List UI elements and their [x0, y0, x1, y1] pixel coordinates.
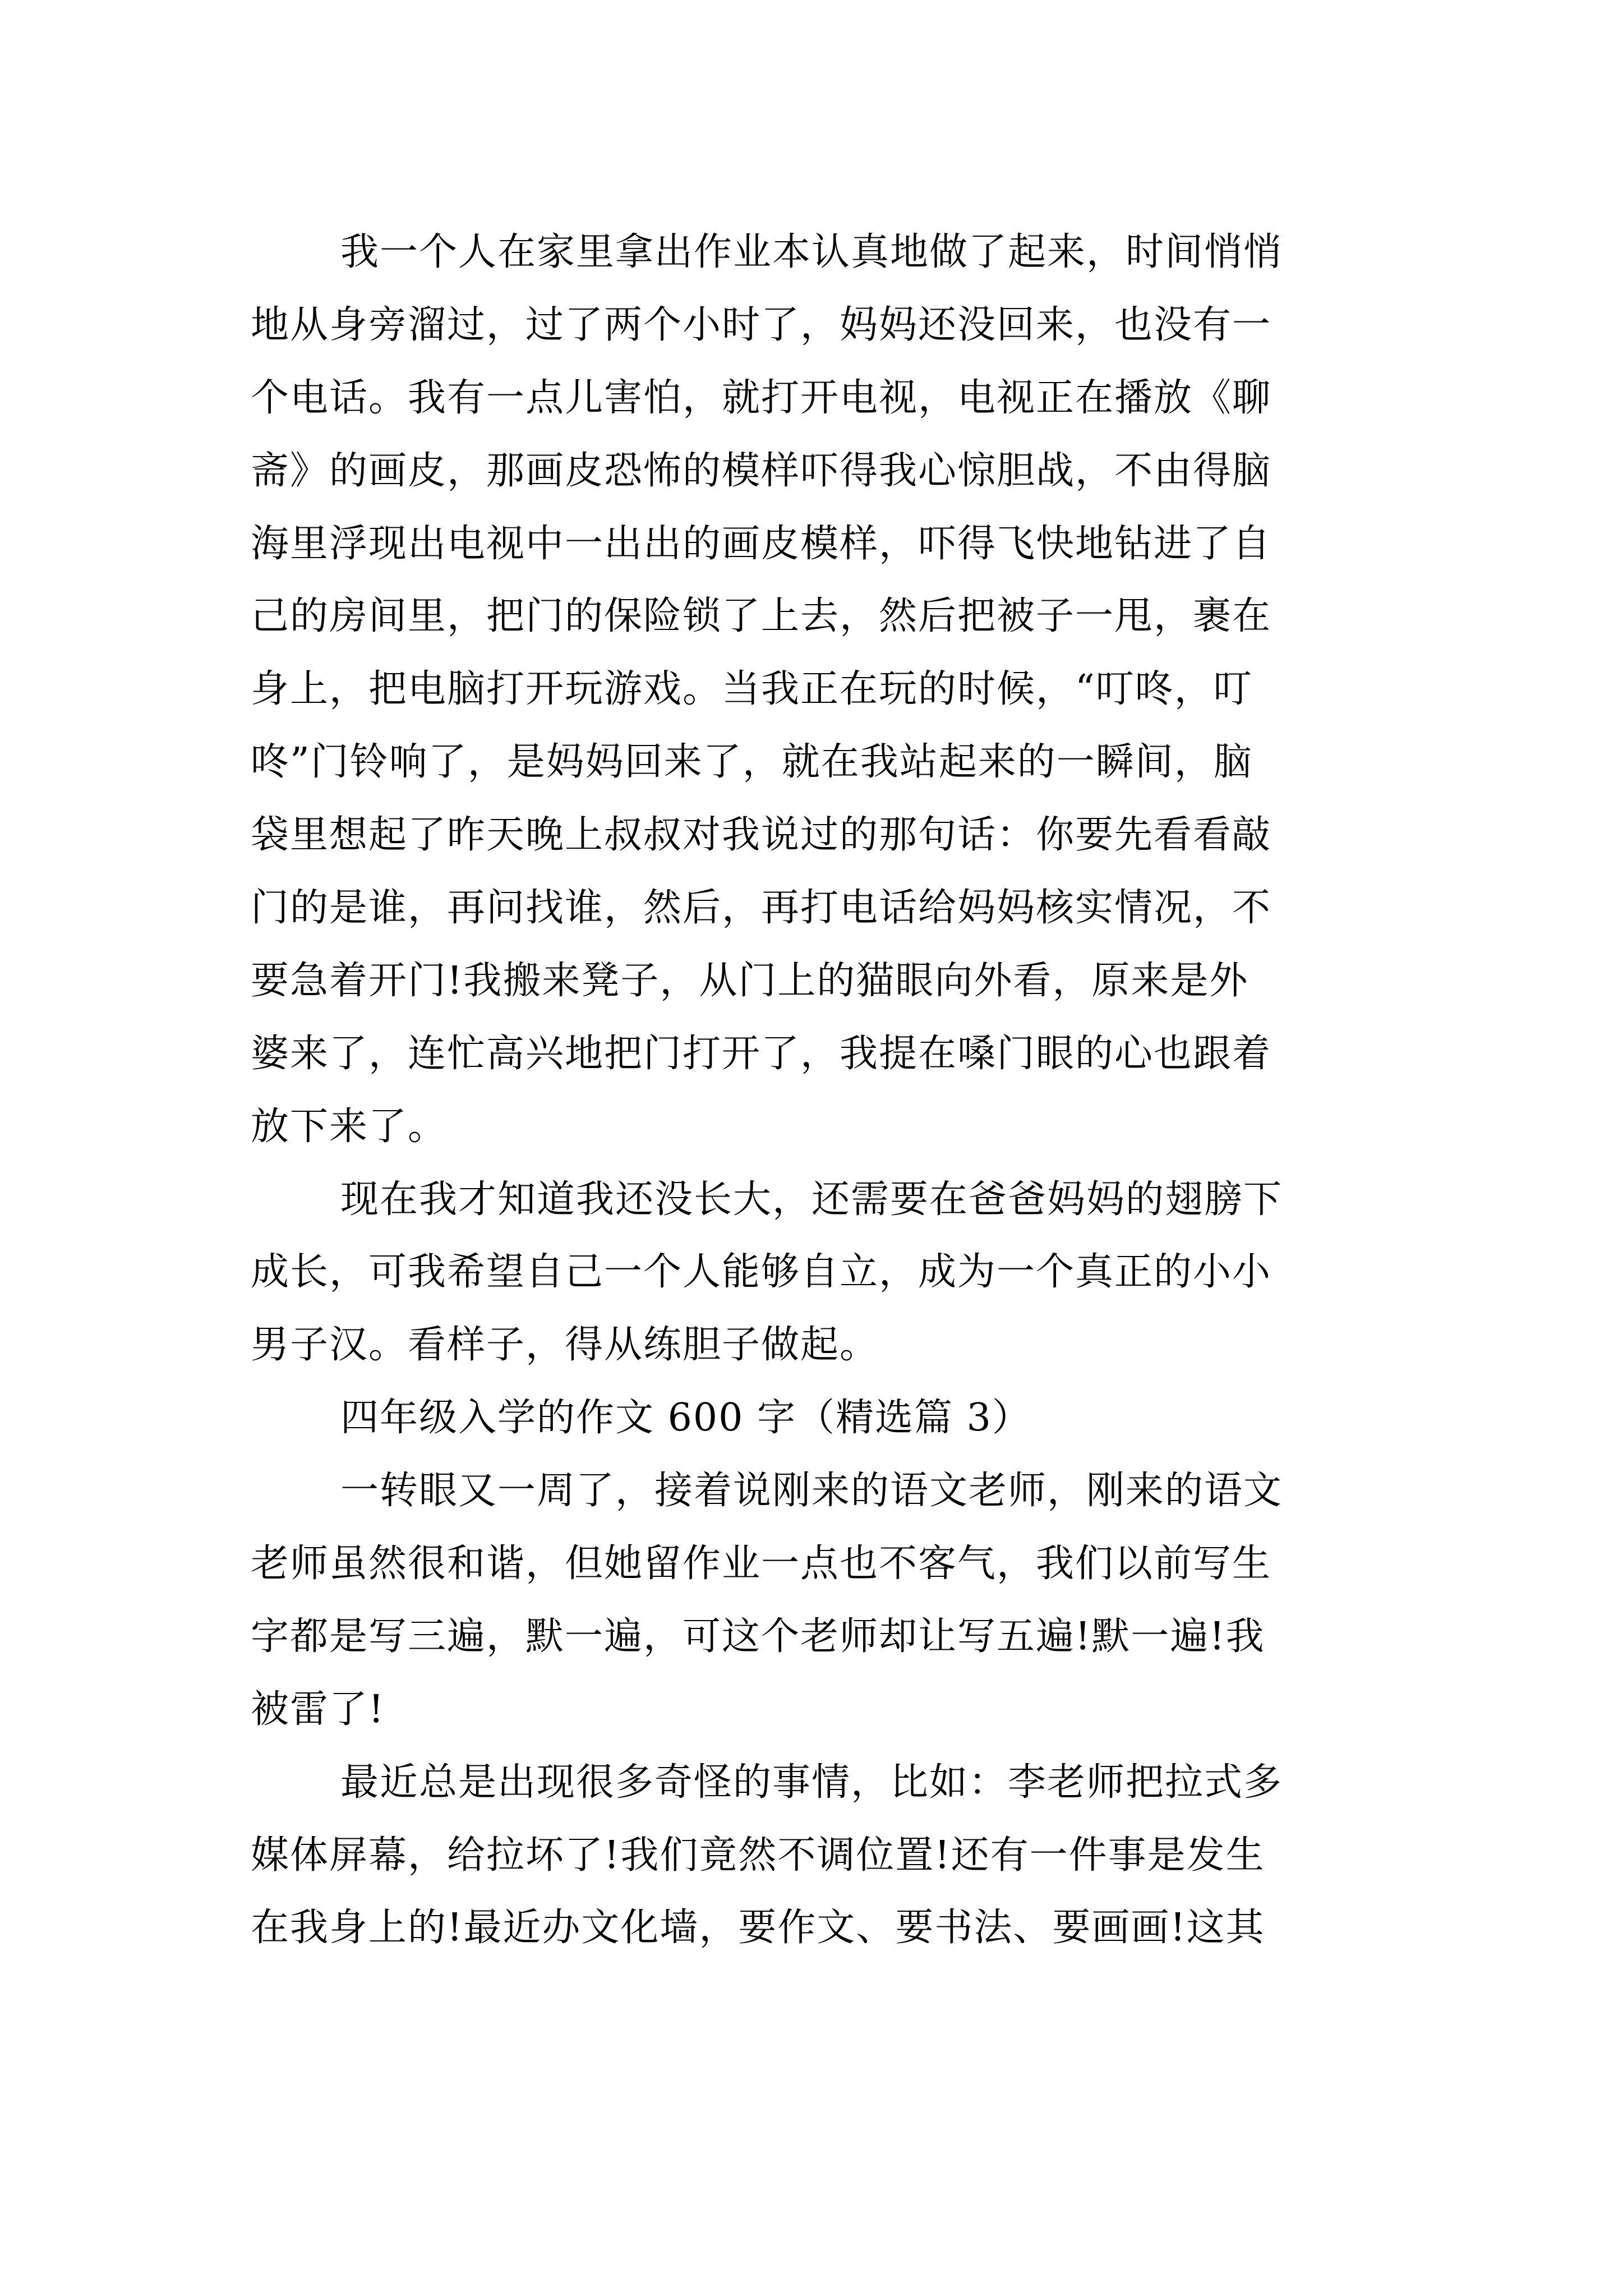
paragraph-1-line-6: 己的房间里，把门的保险锁了上去，然后把被子一甩，裹在 [251, 594, 1272, 639]
paragraph-4-line-3: 在我身上的!最近办文化墙，要作文、要书法、要画画!这其 [251, 1906, 1265, 1950]
paragraph-1-line-9: 袋里想起了昨天晚上叔叔对我说过的那句话：你要先看看敲 [251, 813, 1272, 858]
document-body [251, 216, 1389, 1964]
paragraph-2-line-3: 男子汉。看样子，得从练胆子做起。 [251, 1323, 879, 1368]
paragraph-3-line-1: 一转眼又一周了，接着说刚来的语文老师，刚来的语文 [340, 1469, 1283, 1513]
paragraph-1-line-5: 海里浮现出电视中一出出的画皮模样，吓得飞快地钻进了自 [251, 521, 1272, 566]
paragraph-1-line-2: 地从身旁溜过，过了两个小时了，妈妈还没回来，也没有一 [251, 302, 1272, 347]
paragraph-2-line-2: 成长，可我希望自己一个人能够自立，成为一个真正的小小 [251, 1250, 1272, 1295]
paragraph-1-line-7: 身上，把电脑打开玩游戏。当我正在玩的时候，“叮咚，叮 [251, 667, 1253, 712]
paragraph-4-line-1: 最近总是出现很多奇怪的事情，比如：李老师把拉式多 [340, 1760, 1283, 1805]
paragraph-1-line-12: 婆来了，连忙高兴地把门打开了，我提在嗓门眼的心也跟着 [251, 1031, 1272, 1076]
paragraph-3-line-4: 被雷了! [251, 1687, 385, 1732]
paragraph-1-line-1: 我一个人在家里拿出作业本认真地做了起来，时间悄悄 [340, 230, 1283, 274]
paragraph-1-line-10: 门的是谁，再问找谁，然后，再打电话给妈妈核实情况，不 [251, 886, 1272, 931]
paragraph-2-line-1: 现在我才知道我还没长大，还需要在爸爸妈妈的翅膀下 [340, 1177, 1283, 1222]
section-heading: 四年级入学的作文 600 字（精选篇 3） [340, 1396, 1031, 1441]
paragraph-1-line-3: 个电话。我有一点儿害怕，就打开电视，电视正在播放《聊 [251, 375, 1272, 420]
paragraph-4-line-2: 媒体屏幕，给拉坏了!我们竟然不调位置!还有一件事是发生 [251, 1833, 1265, 1878]
paragraph-3-line-2: 老师虽然很和谐，但她留作业一点也不客气，我们以前写生 [251, 1542, 1272, 1586]
paragraph-1-line-13: 放下来了。 [251, 1104, 448, 1149]
paragraph-3-line-3: 字都是写三遍，默一遍，可这个老师却让写五遍!默一遍!我 [251, 1614, 1265, 1659]
paragraph-1-line-4: 斋》的画皮，那画皮恐怖的模样吓得我心惊胆战，不由得脑 [251, 448, 1272, 493]
paragraph-1-line-11: 要急着开门!我搬来凳子，从门上的猫眼向外看，原来是外 [251, 958, 1249, 1003]
paragraph-1-line-8: 咚”门铃响了，是妈妈回来了，就在我站起来的一瞬间，脑 [251, 740, 1253, 785]
